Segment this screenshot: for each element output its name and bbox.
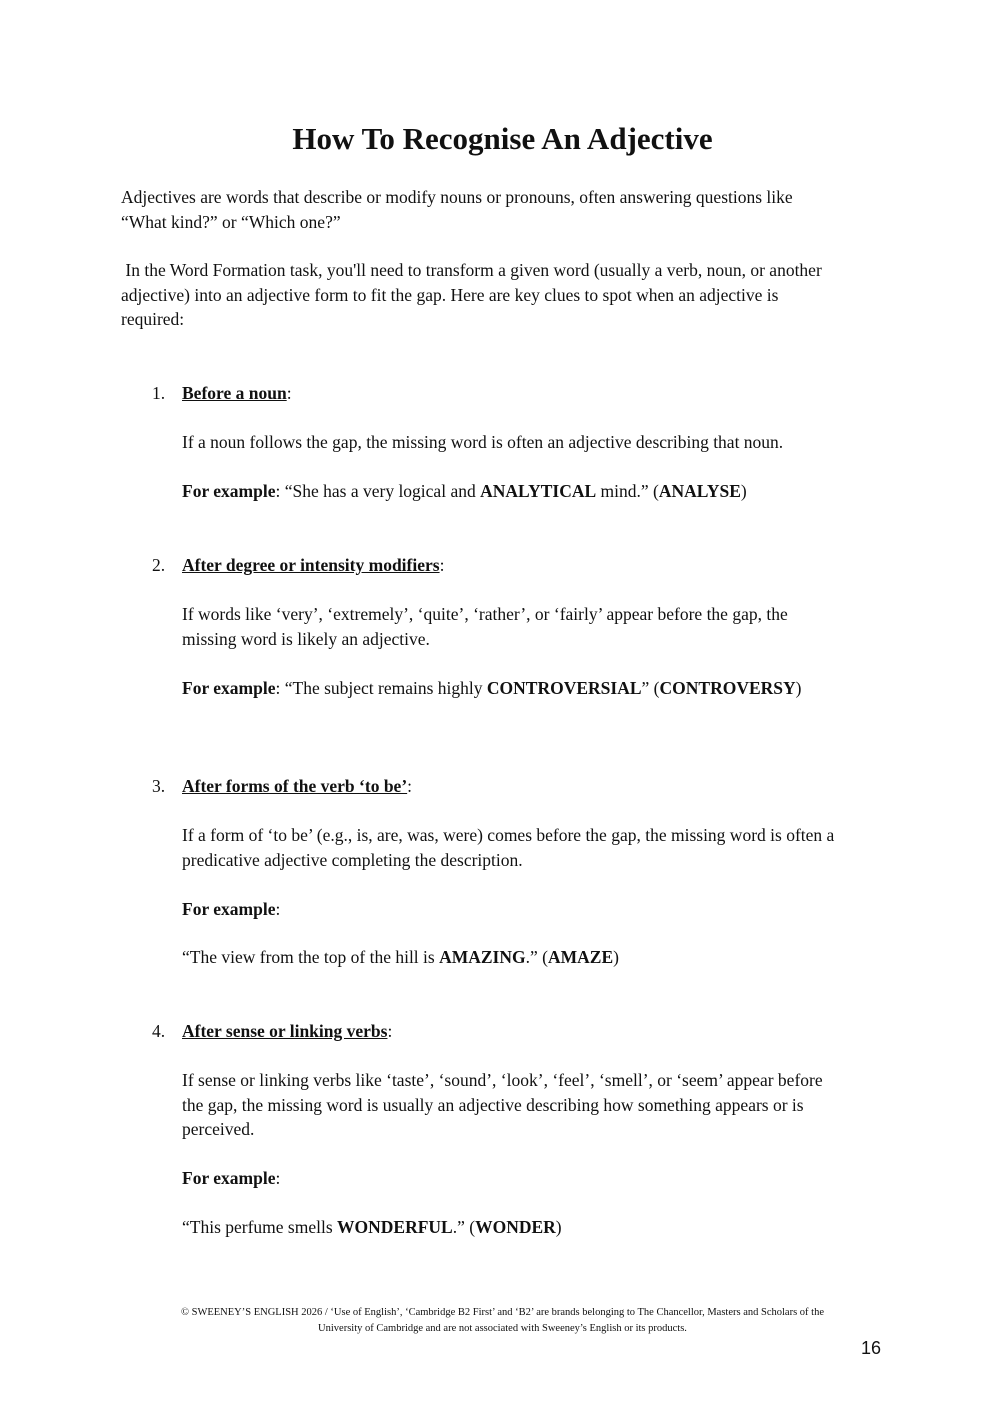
example-2-close: ) <box>795 678 802 698</box>
example-1-colon: : <box>275 481 281 501</box>
example-1-close: ) <box>740 481 747 501</box>
example-3-colon: : <box>275 899 281 919</box>
example-2-sentence: “The subject remains highly <box>280 678 487 698</box>
list-heading-3-colon: : <box>407 776 413 796</box>
list-number-3: 3. <box>152 776 166 796</box>
list-description-3-line-2: predicative adjective completing the description. <box>182 849 523 870</box>
example-3 <box>182 945 882 970</box>
example-2-colon: : <box>275 678 281 698</box>
list-description-1: If a noun follows the gap, the missing word is often an adjective describing that noun. <box>182 432 784 452</box>
list-description-4-line-2: the gap, the missing word is usually an adjective describing how something appears or is <box>182 1094 804 1115</box>
list-heading-2-colon: : <box>439 555 445 575</box>
example-3-label-line <box>182 897 882 922</box>
list-description-2-line-2: missing word is likely an adjective. <box>182 628 430 649</box>
example-4-label: For example <box>182 1168 276 1188</box>
list-number-2: 2. <box>152 555 166 575</box>
example-1-mid: mind.” ( <box>596 481 659 501</box>
list-description-3 <box>182 823 882 872</box>
copyright-footer <box>0 1305 1005 1337</box>
example-3-label: For example <box>182 899 276 919</box>
example-2-answer: CONTROVERSIAL <box>486 678 642 698</box>
example-1-label: For example <box>182 481 276 501</box>
example-4-label-line <box>182 1166 882 1191</box>
example-3-sentence: “The view from the top of the hill is <box>182 947 440 967</box>
copyright-footer-line-2: University of Cambridge and are not associated with Sweeney’s English or its products. <box>318 1323 687 1334</box>
list-description-4 <box>182 1068 882 1142</box>
list-description-2-line-1: If words like ‘very’, ‘extremely’, ‘quite’, ‘rather’, or ‘fairly’ appear before the gap, the <box>182 604 788 624</box>
list-heading-4-text: After sense or linking verbs <box>182 1021 388 1041</box>
intro-paragraph-2-line-2: adjective) into an adjective form to fit the gap. Here are key clues to spot when an adjective is <box>121 284 779 305</box>
list-description-2 <box>182 602 882 651</box>
example-4-root-word: WONDER <box>475 1217 556 1237</box>
example-1-root-word: ANALYSE <box>658 481 741 501</box>
example-2-mid: ” ( <box>641 678 660 698</box>
example-3-answer: AMAZING <box>439 947 526 967</box>
list-description-4-line-1: If sense or linking verbs like ‘taste’, ‘sound’, ‘look’, ‘feel’, ‘smell’, or ‘seem’ appear before <box>182 1070 823 1090</box>
intro-paragraph-1-line-2: “What kind?” or “Which one?” <box>121 211 341 232</box>
list-heading-1 <box>182 381 292 405</box>
list-description-4-line-3: perceived. <box>182 1119 255 1139</box>
example-2-label: For example <box>182 678 276 698</box>
example-4 <box>182 1215 882 1240</box>
list-description-3-line-1: If a form of ‘to be’ (e.g., is, are, was, were) comes before the gap, the missing word is often a <box>182 825 835 845</box>
list-heading-1-text: Before a noun <box>182 383 287 403</box>
example-3-close: ) <box>613 947 619 967</box>
example-4-mid: .” ( <box>452 1217 476 1237</box>
example-1 <box>182 479 882 504</box>
intro-paragraph-2-line-3: required: <box>121 309 185 329</box>
list-number-4: 4. <box>152 1021 166 1041</box>
list-heading-3-text: After forms of the verb ‘to be’ <box>182 776 408 796</box>
example-4-close: ) <box>555 1217 562 1237</box>
example-1-sentence: “She has a very logical and <box>280 481 481 501</box>
list-heading-3 <box>182 774 412 798</box>
list-heading-2-text: After degree or intensity modifiers <box>182 555 440 575</box>
example-3-mid: .” ( <box>525 947 548 967</box>
list-number-1: 1. <box>152 383 166 403</box>
example-4-colon: : <box>275 1168 281 1188</box>
example-4-sentence: “This perfume smells <box>182 1217 338 1237</box>
list-heading-4-colon: : <box>387 1021 393 1041</box>
example-2-root-word: CONTROVERSY <box>659 678 796 698</box>
example-1-answer: ANALYTICAL <box>480 481 597 501</box>
copyright-footer-line-1: © SWEENEY’S ENGLISH 2026 / ‘Use of English’, ‘Cambridge B2 First’ and ‘B2’ are brands belonging to The Chancellor, Masters and Scholars of the <box>181 1307 824 1318</box>
list-heading-1-colon: : <box>286 383 292 403</box>
page-title: How To Recognise An Adjective <box>292 121 713 156</box>
example-2 <box>182 676 882 701</box>
intro-paragraph-2 <box>121 258 881 332</box>
list-heading-2 <box>182 553 444 577</box>
list-heading-4 <box>182 1019 392 1043</box>
intro-paragraph-1 <box>121 185 881 234</box>
intro-paragraph-1-line-1: Adjectives are words that describe or modify nouns or pronouns, often answering questions like <box>121 187 793 207</box>
intro-paragraph-2-line-1: In the Word Formation task, you'll need to transform a given word (usually a verb, noun, or another <box>121 260 822 280</box>
page-number: 16 <box>861 1338 882 1358</box>
example-3-root-word: AMAZE <box>547 947 614 967</box>
example-4-answer: WONDERFUL <box>337 1217 453 1237</box>
